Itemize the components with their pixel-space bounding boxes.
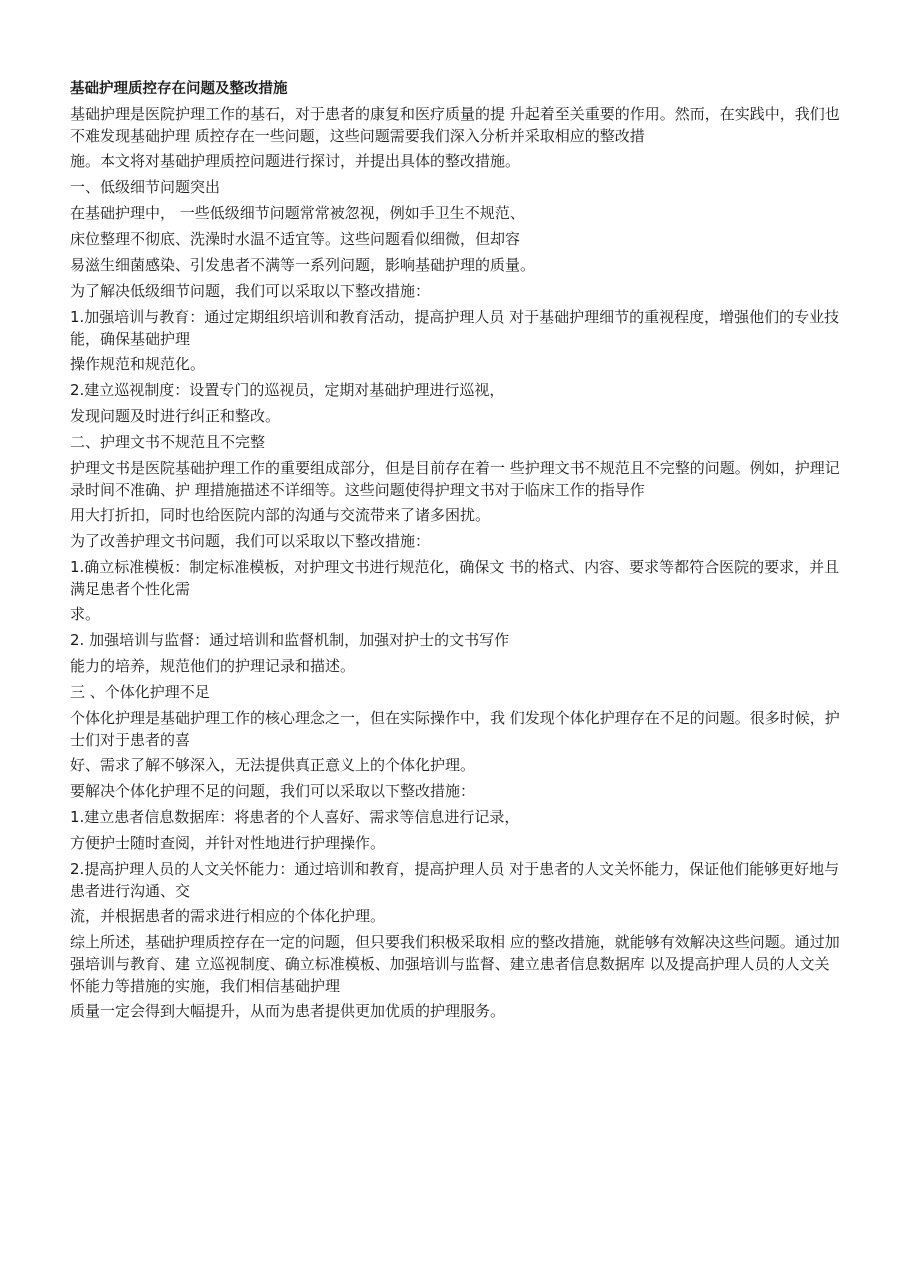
paragraph: 护理文书是医院基础护理工作的重要组成部分，但是目前存在着一 些护理文书不规范且不完整的问题。例如，护理记录时间不准确、护 理措施描述不详细等。这些问题使得护理文书对于临床工作的指导作 <box>70 459 840 499</box>
section-heading: 一、低级细节问题突出 <box>70 178 221 196</box>
list-item: 1.确立标准模板：制定标准模板，对护理文书进行规范化，确保文 书的格式、内容、要求等都符合医院的要求，并且满足患者个性化需 <box>70 558 840 598</box>
list-item: 2. 加强培训与监督：通过培训和监督机制，加强对护士的文书写作 <box>70 631 510 649</box>
list-item: 1.加强培训与教育：通过定期组织培训和教育活动，提高护理人员 对于基础护理细节的重视程度，增强他们的专业技能，确保基础护理 <box>70 308 840 348</box>
paragraph: 能力的培养，规范他们的护理记录和描述。 <box>70 657 356 675</box>
section-heading: 二、护理文书不规范且不完整 <box>70 433 266 451</box>
paragraph: 发现问题及时进行纠正和整改。 <box>70 407 281 425</box>
paragraph: 要解决个体化护理不足的问题，我们可以采取以下整改措施： <box>70 782 476 800</box>
document-page <box>70 78 842 1026</box>
paragraph: 为了改善护理文书问题，我们可以采取以下整改措施： <box>70 532 431 550</box>
paragraph: 个体化护理是基础护理工作的核心理念之一，但在实际操作中，我 们发现个体化护理存在不足的问题。很多时候，护士们对于患者的喜 <box>70 709 840 749</box>
section-heading: 三 、个体化护理不足 <box>70 683 210 701</box>
paragraph: 求。 <box>70 605 101 623</box>
list-item: 2.提高护理人员的人文关怀能力：通过培训和教育，提高护理人员 对于患者的人文关怀能力，保证他们能够更好地与患者进行沟通、交 <box>70 860 840 900</box>
paragraph: 基础护理是医院护理工作的基石，对于患者的康复和医疗质量的提 升起着至关重要的作用。然而，在实践中，我们也不难发现基础护理 质控存在一些问题，这些问题需要我们深入分析并采取相应的整改措 <box>70 105 840 145</box>
paragraph: 为了解决低级细节问题，我们可以采取以下整改措施： <box>70 282 431 300</box>
paragraph: 质量一定会得到大幅提升，从而为患者提供更加优质的护理服务。 <box>70 1002 506 1020</box>
paragraph: 好、需求了解不够深入，无法提供真正意义上的个体化护理。 <box>70 756 476 774</box>
list-item: 2.建立巡视制度：设置专门的巡视员，定期对基础护理进行巡视， <box>70 381 505 399</box>
paragraph: 用大打折扣，同时也给医院内部的沟通与交流带来了诸多困扰。 <box>70 506 491 524</box>
paragraph: 流，并根据患者的需求进行相应的个体化护理。 <box>70 907 386 925</box>
paragraph: 在基础护理中， 一些低级细节问题常常被忽视，例如手卫生不规范、 <box>70 204 525 222</box>
paragraph: 综上所述，基础护理质控存在一定的问题，但只要我们积极采取相 应的整改措施，就能够有效解决这些问题。通过加强培训与教育、建 立巡视制度、确立标准模板、加强培训与监督、建立患者信息数据库 以及提高护理人员的人文关怀能力等措施的实施，我们相信基础护理 <box>70 933 840 995</box>
paragraph: 操作规范和规范化。 <box>70 355 206 373</box>
paragraph: 床位整理不彻底、洗澡时水温不适宜等。这些问题看似细微，但却容 <box>70 230 521 248</box>
paragraph: 施。本文将对基础护理质控问题进行探讨，并提出具体的整改措施。 <box>70 152 521 170</box>
paragraph: 方便护士随时查阅，并针对性地进行护理操作。 <box>70 834 386 852</box>
paragraph: 易滋生细菌感染、引发患者不满等一系列问题，影响基础护理的质量。 <box>70 256 536 274</box>
document-title: 基础护理质控存在问题及整改措施 <box>70 81 288 97</box>
list-item: 1.建立患者信息数据库：将患者的个人喜好、需求等信息进行记录， <box>70 808 520 826</box>
